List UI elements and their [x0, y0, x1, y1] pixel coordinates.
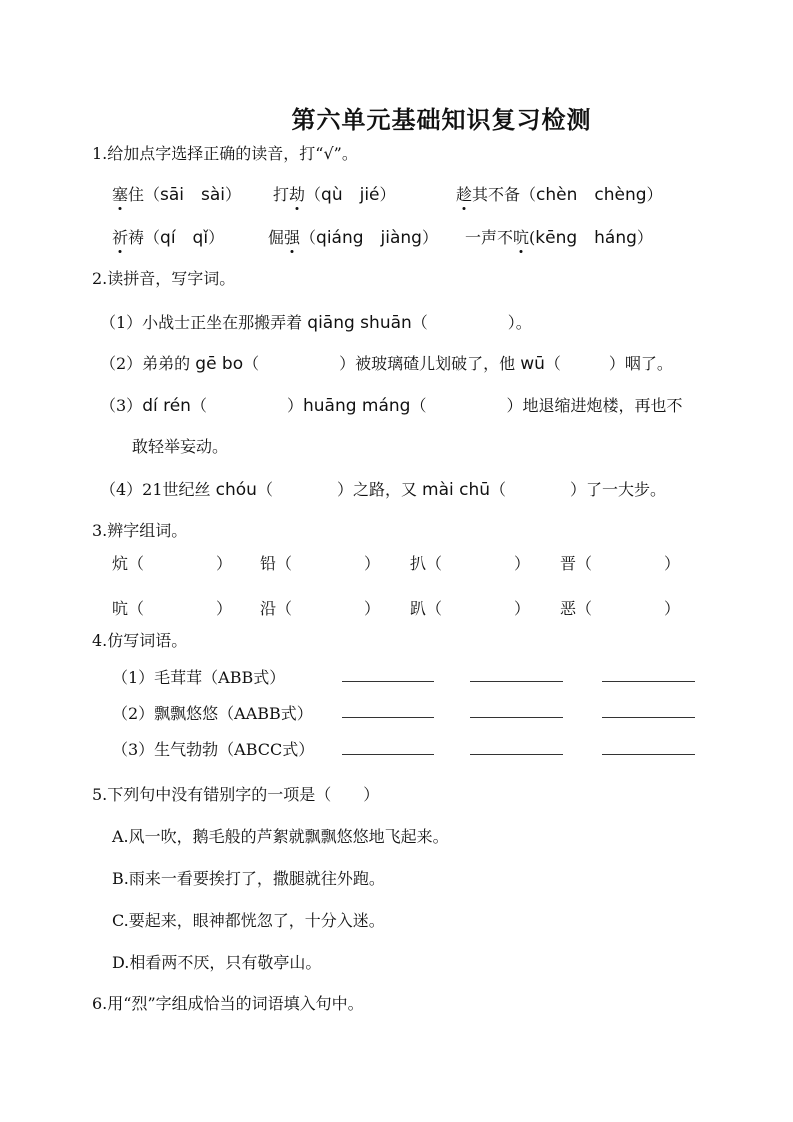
q5-option-c: C.要起来，眼神都恍忽了，十分入迷。 — [112, 911, 385, 930]
q2-line4: （4）21世纪丝 chóu（ ）之路，又 mài chū（ ）了一大步。 — [100, 480, 667, 500]
q5-prompt: 5.下列句中没有错别字的一项是（ ） — [92, 785, 380, 804]
q5-option-d: D.相看两不厌，只有敬亭山。 — [112, 953, 322, 972]
q1-row2-item1: 祈祷（qí qǐ） — [112, 223, 224, 248]
dotted-char: 趁 — [456, 182, 472, 205]
q1-row1-item1: 塞住（sāi sài） — [112, 180, 241, 205]
pinyin-options: kēng háng — [535, 228, 637, 248]
pinyin: gē bo — [195, 354, 244, 374]
dotted-char: 劫 — [289, 182, 305, 205]
answer-blank[interactable] — [342, 740, 434, 755]
answer-blank[interactable] — [470, 740, 563, 755]
q5-option-b: B.雨来一看要挨打了，撒腿就往外跑。 — [112, 869, 385, 888]
q2-prompt: 2.读拼音，写字词。 — [92, 269, 236, 288]
answer-blank[interactable] — [602, 740, 695, 755]
pinyin-options: qiáng jiàng — [316, 228, 422, 248]
q4-item2: （2）飘飘悠悠（AABB式） — [112, 704, 313, 723]
q2-line1: （1）小战士正坐在那搬弄着 qiāng shuān（ ）。 — [100, 313, 532, 333]
answer-blank[interactable] — [602, 667, 695, 682]
q1-row2-item3: 一声不吭(kēng háng） — [465, 223, 653, 248]
q2-line3: （3）dí rén（ ）huāng máng（ ）地退缩进炮楼，再也不 — [100, 396, 683, 416]
q4-item3: （3）生气勃勃（ABCC式） — [112, 740, 315, 759]
q2-line2: （2）弟弟的 gē bo（ ）被玻璃碴儿划破了，他 wū（ ）咽了。 — [100, 354, 673, 374]
q3-row1-item4: 晋（ ） — [560, 554, 681, 573]
q3-row1-item1: 炕（ ） — [112, 554, 233, 573]
q3-row1-item3: 扒（ ） — [410, 554, 531, 573]
q3-prompt: 3.辨字组词。 — [92, 521, 188, 540]
q6-prompt: 6.用“烈”字组成恰当的词语填入句中。 — [92, 994, 364, 1013]
pinyin-options: qù jié — [321, 185, 380, 205]
q3-row2-item4: 恶（ ） — [560, 599, 681, 618]
q4-prompt: 4.仿写词语。 — [92, 631, 188, 650]
dotted-char: 强 — [284, 225, 300, 248]
q4-item1: （1）毛茸茸（ABB式） — [112, 668, 286, 687]
answer-blank[interactable] — [470, 667, 563, 682]
pinyin: chóu — [215, 480, 257, 500]
answer-blank[interactable] — [470, 703, 563, 718]
answer-blank[interactable] — [602, 703, 695, 718]
pinyin-options: sāi sài — [160, 185, 226, 205]
q1-row2-item2: 倔强（qiáng jiàng） — [268, 223, 438, 248]
pinyin: qiāng shuān — [307, 313, 412, 333]
q3-row2-item1: 吭（ ） — [112, 599, 233, 618]
dotted-char: 吭 — [513, 225, 529, 248]
q3-row2-item2: 沿（ ） — [260, 599, 381, 618]
pinyin: wū — [520, 354, 545, 374]
pinyin: mài chū — [422, 480, 491, 500]
q3-row2-item3: 趴（ ） — [410, 599, 531, 618]
q1-row1-item3: 趁其不备（chèn chèng） — [456, 180, 663, 205]
dotted-char: 塞 — [112, 182, 128, 205]
pinyin-options: chèn chèng — [536, 185, 647, 205]
q1-row1-item2: 打劫（qù jié） — [273, 180, 396, 205]
answer-blank[interactable] — [342, 703, 434, 718]
q2-line3-continued: 敢轻举妄动。 — [132, 437, 229, 456]
dotted-char: 祈 — [112, 225, 128, 248]
q3-row1-item2: 铅（ ） — [260, 554, 381, 573]
pinyin-options: qí qǐ — [160, 228, 209, 248]
pinyin: huāng máng — [302, 396, 411, 416]
answer-blank[interactable] — [342, 667, 434, 682]
q1-prompt: 1.给加点字选择正确的读音，打“√”。 — [92, 144, 358, 163]
page-title: 第六单元基础知识复习检测 — [291, 106, 592, 134]
q5-option-a: A.风一吹，鹅毛般的芦絮就飘飘悠悠地飞起来。 — [112, 827, 449, 846]
pinyin: dí rén — [142, 396, 191, 416]
